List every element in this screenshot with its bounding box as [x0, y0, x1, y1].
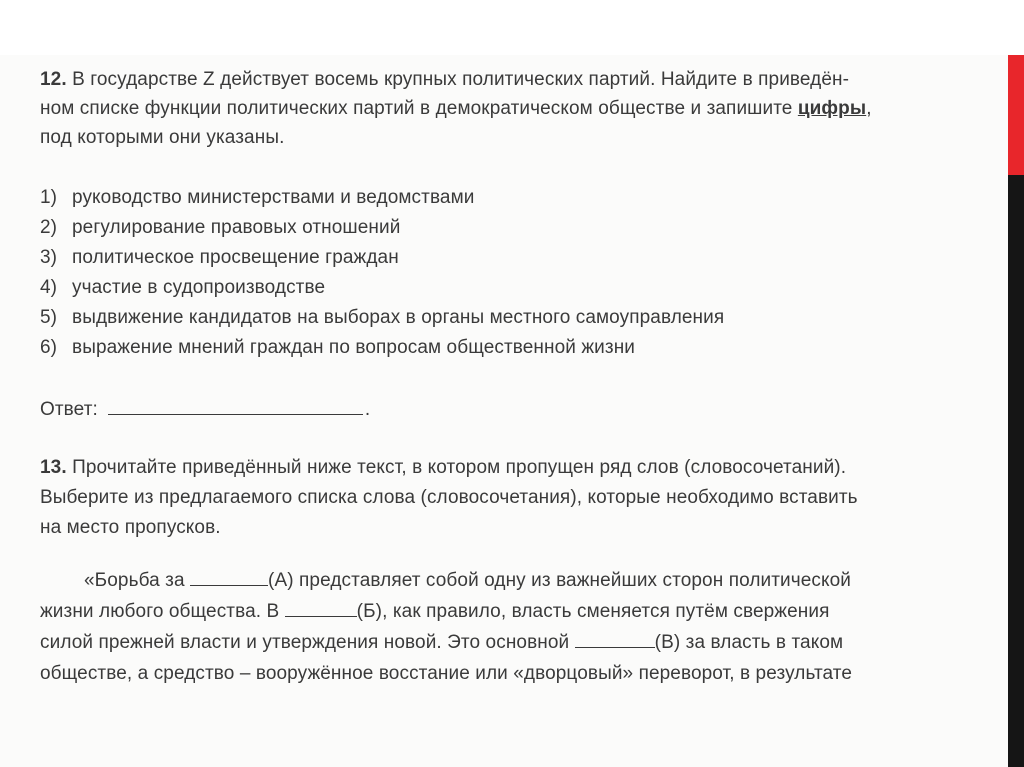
- list-item: [40, 303, 960, 333]
- gap-a: [190, 568, 268, 586]
- accent-bar-red: [1008, 55, 1024, 175]
- task-12-line-2: [40, 94, 960, 123]
- quote-text-1a: «Борьба за: [84, 570, 191, 591]
- option-text: политическое просвещение граждан: [72, 247, 399, 268]
- quote-line-2: [40, 596, 960, 627]
- task-12-statement: [40, 65, 960, 152]
- list-item: [40, 213, 960, 243]
- task-13-line-1: [40, 453, 960, 483]
- task-13-line-2: Выберите из предлагаемого списка слова (словосочетания), которые необходимо вставить: [40, 487, 858, 508]
- list-item: [40, 333, 960, 363]
- task-12-text-2: ном списке функции политических партий в демократическом обществе и запишите: [40, 98, 798, 119]
- task-13-quote: [40, 565, 960, 689]
- answer-blank: [108, 396, 363, 415]
- option-number: 1): [40, 187, 58, 208]
- option-number: 2): [40, 217, 58, 238]
- task-12-text-2-end: ,: [866, 98, 872, 119]
- option-text: выражение мнений граждан по вопросам общественной жизни: [72, 337, 636, 358]
- list-item: [40, 243, 960, 273]
- option-text: регулирование правовых отношений: [72, 217, 401, 238]
- quote-line-4: обществе, а средство – вооружённое восстание или «дворцовый» переворот, в результате: [40, 663, 853, 684]
- task-12-number: 12.: [40, 69, 67, 90]
- task-13-line-3: на место пропусков.: [40, 517, 221, 538]
- task-12-line-1: [40, 65, 960, 94]
- quote-line-3: [40, 627, 960, 658]
- answer-end-mark: .: [364, 399, 371, 420]
- task-13-text-1: Прочитайте приведённый ниже текст, в котором пропущен ряд слов (словосочетаний).: [72, 457, 847, 478]
- quote-line-1: [40, 565, 960, 596]
- gap-c: [575, 630, 655, 648]
- task-12-text-1: В государстве Z действует восемь крупных политических партий. Найдите в приведён-: [72, 69, 850, 90]
- option-text: выдвижение кандидатов на выборах в органы местного самоуправления: [72, 307, 725, 328]
- gap-b: [285, 599, 357, 617]
- option-text: участие в судопроизводстве: [72, 277, 326, 298]
- list-item: [40, 183, 960, 213]
- quote-text-3b: (В) за власть в таком: [654, 632, 844, 653]
- option-number: 5): [40, 307, 58, 328]
- task-12-answer: [40, 396, 960, 424]
- quote-text-2a: жизни любого общества. В: [40, 601, 285, 622]
- answer-label: Ответ:: [40, 399, 98, 420]
- task-13-statement: [40, 453, 960, 543]
- task-12-options-list: [40, 183, 960, 363]
- quote-text-1b: (А) представляет собой одну из важнейших сторон политической: [268, 570, 852, 591]
- option-number: 4): [40, 277, 58, 298]
- option-number: 3): [40, 247, 58, 268]
- option-number: 6): [40, 337, 58, 358]
- task-13-number: 13.: [40, 457, 67, 478]
- accent-bar-black: [1008, 175, 1024, 767]
- list-item: [40, 273, 960, 303]
- task-12-emphasis: цифры: [797, 98, 867, 119]
- task-12-line-3: под которыми они указаны.: [40, 127, 285, 148]
- quote-text-3a: силой прежней власти и утверждения новой. Это основной: [40, 632, 575, 653]
- option-text: руководство министерствами и ведомствами: [72, 187, 475, 208]
- quote-text-2b: (Б), как правило, власть сменяется путём свержения: [356, 601, 830, 622]
